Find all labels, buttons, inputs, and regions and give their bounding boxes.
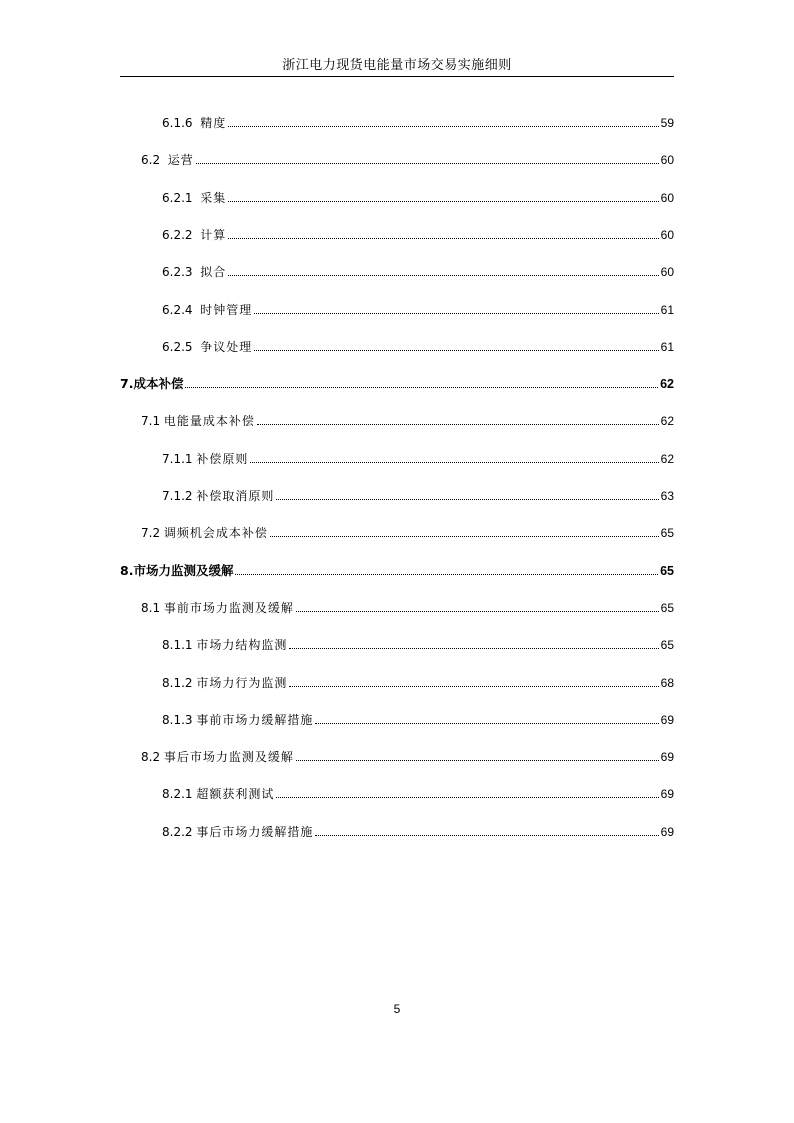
toc-entry-number: 8.2 (141, 750, 161, 765)
toc-entry-page: 69 (660, 750, 674, 765)
toc-entry-title: 运营 (167, 153, 194, 168)
toc-entry-separator (193, 227, 201, 243)
toc-entry-number: 8. (120, 562, 134, 578)
toc-entry-title: 超额获利测试 (196, 787, 275, 802)
toc-entry[interactable] (162, 113, 674, 131)
toc-entry[interactable] (162, 225, 674, 243)
toc-entry-separator (193, 190, 201, 206)
toc-entry-title: 精度 (200, 116, 227, 130)
toc-dot-leader (289, 686, 658, 687)
toc-entry-page: 65 (660, 638, 674, 653)
toc-entry-title: 事前市场力监测及缓解 (163, 600, 294, 615)
toc-entry-page: 69 (660, 787, 674, 802)
toc-entry[interactable] (162, 449, 674, 467)
toc-entry-title: 采集 (200, 190, 227, 205)
toc-entry-number: 7. (120, 376, 134, 392)
toc-entry-page: 61 (660, 339, 674, 354)
toc-dot-leader (296, 611, 659, 612)
toc-entry-page: 65 (660, 563, 674, 578)
toc-dot-leader (254, 350, 658, 351)
toc-entry-page: 60 (660, 227, 674, 242)
toc-entry-title: 拟合 (200, 265, 227, 280)
toc-dot-leader (185, 387, 658, 388)
toc-entry-number: 6.2.5 (162, 339, 193, 354)
toc-dot-leader (270, 536, 659, 537)
toc-entry-page: 62 (660, 377, 674, 392)
toc-dot-leader (228, 126, 658, 127)
toc-entry-separator (193, 339, 201, 355)
toc-entry-separator (193, 302, 201, 318)
toc-dot-leader (315, 723, 658, 724)
toc-dot-leader (276, 797, 658, 798)
toc-entry-page: 65 (660, 526, 674, 541)
toc-entry-number: 8.2.1 (162, 787, 193, 802)
toc-entry[interactable] (162, 262, 674, 280)
toc-entry-title: 补偿取消原则 (196, 489, 275, 503)
toc-entry[interactable] (162, 784, 674, 802)
toc-entry-title: 计算 (200, 227, 227, 242)
toc-entry-page: 62 (660, 451, 674, 466)
toc-dot-leader (276, 499, 658, 500)
toc-entry[interactable] (120, 374, 674, 392)
toc-entry-page: 60 (660, 153, 674, 168)
toc-entry-number: 8.1.2 (162, 675, 193, 690)
toc-entry[interactable] (162, 673, 674, 691)
toc-entry[interactable] (162, 300, 674, 318)
toc-entry-title: 市场力监测及缓解 (133, 562, 234, 578)
toc-entry-number: 7.2 (141, 526, 161, 541)
toc-entry-title: 时钟管理 (200, 302, 253, 317)
toc-entry[interactable] (141, 523, 674, 541)
toc-dot-leader (196, 163, 659, 164)
toc-entry-number: 8.2.2 (162, 824, 193, 839)
toc-dot-leader (289, 648, 658, 649)
toc-entry-title: 争议处理 (200, 339, 253, 354)
toc-entry-separator (193, 115, 201, 131)
toc-entry[interactable] (141, 150, 674, 168)
toc-entry-title: 市场力结构监测 (196, 638, 288, 653)
toc-entry[interactable] (120, 561, 674, 579)
toc-entry[interactable] (141, 747, 674, 765)
toc-entry[interactable] (162, 486, 674, 504)
toc-entry-title: 调频机会成本补偿 (163, 526, 268, 541)
toc-entry-number: 6.2.1 (162, 190, 193, 205)
toc-entry[interactable] (162, 188, 674, 206)
toc-entry-page: 59 (660, 116, 674, 130)
toc-entry-page: 68 (660, 675, 674, 690)
toc-entry-page: 60 (660, 265, 674, 280)
page-header-title: 浙江电力现货电能量市场交易实施细则 (282, 58, 512, 73)
toc-dot-leader (235, 574, 658, 575)
toc-entry-number: 6.2.2 (162, 227, 193, 242)
toc-entry[interactable] (162, 822, 674, 840)
toc-dot-leader (315, 835, 658, 836)
page-number: 5 (393, 1002, 401, 1016)
toc-dot-leader (257, 424, 659, 425)
toc-entry-number: 6.1.6 (162, 116, 193, 130)
toc-entry-title: 事前市场力缓解措施 (196, 712, 314, 727)
toc-entry-page: 69 (660, 824, 674, 839)
toc-entry-number: 7.1.1 (162, 451, 193, 466)
toc-entry-title: 市场力行为监测 (196, 675, 288, 690)
toc-entry-number: 7.1 (141, 414, 161, 429)
toc-entry-number: 7.1.2 (162, 489, 193, 503)
toc-dot-leader (254, 313, 658, 314)
toc-entry[interactable] (141, 598, 674, 616)
toc-entry-number: 6.2.4 (162, 302, 193, 317)
toc-dot-leader (228, 238, 658, 239)
toc-dot-leader (250, 462, 658, 463)
toc-entry-title: 成本补偿 (133, 376, 184, 392)
toc-entry-title: 事后市场力缓解措施 (196, 824, 314, 839)
toc-entry[interactable] (162, 635, 674, 653)
toc-entry[interactable] (162, 337, 674, 355)
toc-entry-number: 8.1.1 (162, 638, 193, 653)
toc-entry-number: 6.2 (141, 153, 161, 168)
toc-entry-page: 62 (660, 414, 674, 429)
toc-entry-number: 8.1.3 (162, 712, 193, 727)
toc-entry-page: 69 (660, 712, 674, 727)
toc-entry-number: 8.1 (141, 600, 161, 615)
toc-entry-page: 63 (660, 489, 674, 503)
toc-entry-separator (193, 264, 201, 280)
toc-dot-leader (296, 760, 659, 761)
toc-entry[interactable] (141, 411, 674, 429)
toc-dot-leader (228, 201, 658, 202)
toc-entry[interactable] (162, 710, 674, 728)
toc-entry-page: 65 (660, 600, 674, 615)
toc-entry-title: 事后市场力监测及缓解 (163, 750, 294, 765)
toc-entry-title: 补偿原则 (196, 451, 249, 466)
toc-dot-leader (228, 275, 658, 276)
toc-entry-page: 60 (660, 190, 674, 205)
toc-entry-separator (160, 152, 168, 168)
toc-entry-title: 电能量成本补偿 (163, 414, 255, 429)
toc-entry-number: 6.2.3 (162, 265, 193, 280)
toc-entry-page: 61 (660, 302, 674, 317)
